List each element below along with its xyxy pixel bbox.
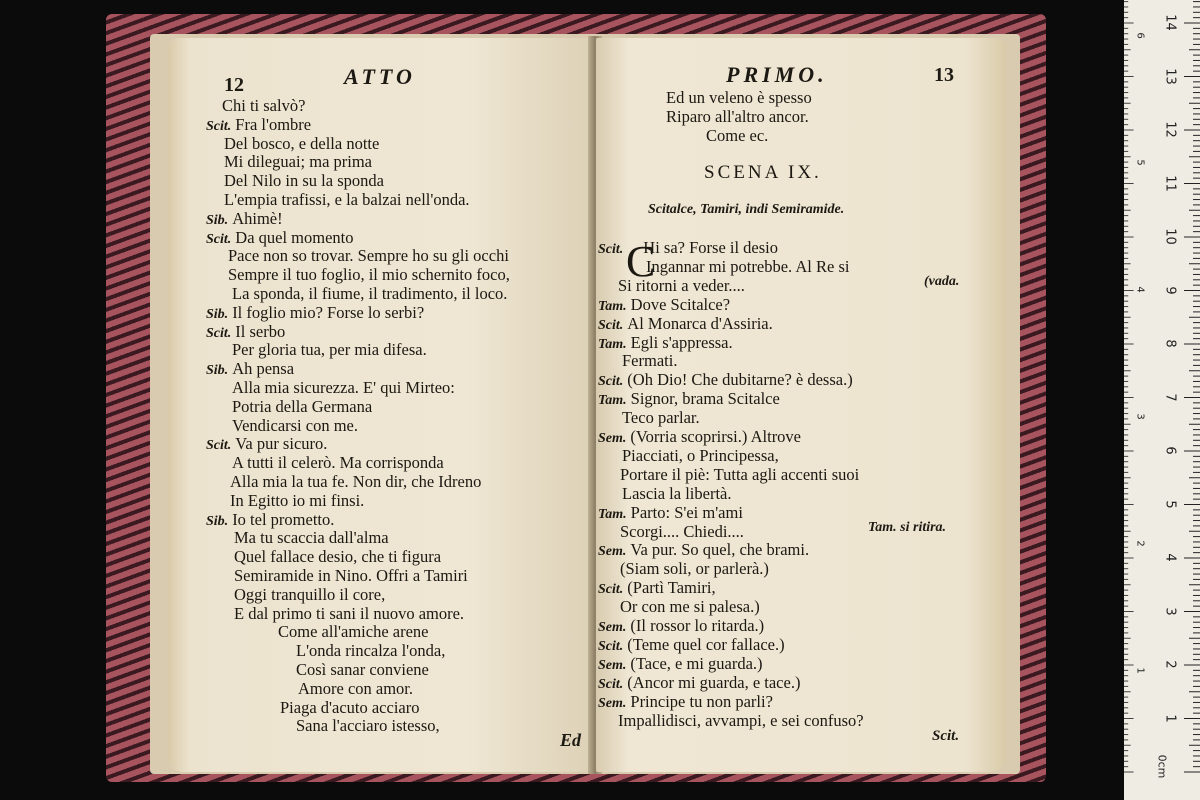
ruler-number: 1 <box>1162 713 1178 723</box>
verse-line <box>228 265 510 284</box>
verse-text: (Ancor mi guarda, e tace.) <box>627 672 801 692</box>
verse-line <box>232 284 507 303</box>
verse-text: (Partì Tamiri, <box>627 578 716 598</box>
verse-line <box>646 257 849 276</box>
ruler-number: 5 <box>1162 499 1178 509</box>
verse-text: Del bosco, e della notte <box>224 133 380 153</box>
verse-text: (Il rossor lo ritarda.) <box>630 616 765 635</box>
verse-line <box>622 446 779 465</box>
ruler-number: 8 <box>1162 339 1178 348</box>
right-catchword: Scit. <box>932 728 960 744</box>
speaker-label: Scit. <box>598 374 624 390</box>
verse-line <box>232 416 358 435</box>
verse-line <box>598 692 773 713</box>
verse-line <box>618 711 864 730</box>
verse-text: Come all'amiche arene <box>278 622 429 642</box>
ruler-number: 13 <box>1162 67 1178 85</box>
verse-line <box>230 472 481 491</box>
ruler-inch-number: 5 <box>1134 159 1146 166</box>
speaker-label: Sib. <box>206 306 229 322</box>
speaker-label: Tam. <box>598 506 627 522</box>
verse-text: Fermati. <box>622 351 678 371</box>
ruler-number: 6 <box>1162 446 1178 455</box>
verse-text: Vendicarsi con me. <box>232 415 358 435</box>
verse-line <box>298 679 413 698</box>
ruler-number: 9 <box>1162 285 1178 295</box>
verse-text: Parto: S'ei m'ami <box>630 502 743 522</box>
verse-line <box>620 522 744 541</box>
ruler-number: 12 <box>1162 121 1178 138</box>
verse-line <box>622 484 731 503</box>
verse-line <box>224 171 384 190</box>
verse-text: Alla mia la tua fe. Non dir, che Idreno <box>230 472 482 491</box>
speaker-label: Scit. <box>206 325 232 341</box>
verse-line <box>598 295 730 316</box>
speaker-label: Scit. <box>598 317 624 333</box>
scene-title: SCENA IX. <box>704 162 822 183</box>
verse-text: La sponda, il fiume, il tradimento, il loco. <box>232 284 508 303</box>
verse-line <box>230 491 364 510</box>
verse-line <box>598 635 785 656</box>
speaker-label: Scit. <box>598 676 624 692</box>
verse-text: Potria della Germana <box>232 396 373 416</box>
verse-text: (Siam soli, or parlerà.) <box>620 559 769 579</box>
ruler-number: 2 <box>1162 660 1178 669</box>
verse-text: Quel fallace desio, che ti figura <box>234 547 442 567</box>
speaker-label: Sem. <box>598 544 627 560</box>
speaker-label: Sem. <box>598 431 627 446</box>
speaker-label: Sem. <box>598 620 627 635</box>
verse-line <box>278 622 428 641</box>
verse-text: (Oh Dio! Che dubitarne? è dessa.) <box>627 370 853 390</box>
verse-text: Signor, brama Scitalce <box>630 389 780 409</box>
verse-text: Or con me si palesa.) <box>620 597 760 617</box>
verse-line <box>598 238 778 259</box>
verse-text: Si ritorni a veder.... <box>618 275 745 295</box>
verse-line <box>622 408 700 427</box>
verse-text: Chi ti salvò? <box>222 96 306 115</box>
ruler-inch-number: 2 <box>1134 540 1146 547</box>
verse-text: (Vorria scoprirsi.) Altrove <box>630 427 802 446</box>
verse-text: Semiramide in Nino. Offri a Tamiri <box>234 566 468 585</box>
ruler-number: 3 <box>1162 606 1178 616</box>
verse-text: Va pur. So quel, che brami. <box>630 540 810 560</box>
right-page-header: PRIMO. <box>726 62 828 87</box>
verse-text: Del Nilo in su la sponda <box>224 171 384 191</box>
speaker-label: Scit. <box>206 438 232 454</box>
verse-text: A tutti il celerò. Ma corrisponda <box>232 453 444 473</box>
verse-line <box>232 340 427 359</box>
verse-text: In Egitto io mi finsi. <box>230 490 365 510</box>
right-top-line: Come ec. <box>706 126 769 145</box>
verse-text: Pace non so trovar. Sempre ho su gli occhi <box>228 246 509 266</box>
right-page-number: 13 <box>934 64 954 86</box>
speaker-label: Sib. <box>206 363 229 379</box>
verse-text: Portare il piè: Tutta agli accenti suoi <box>620 464 860 484</box>
left-page <box>168 38 594 772</box>
speaker-label: Scit. <box>598 582 624 598</box>
verse-line <box>224 134 379 153</box>
speaker-label: Scit. <box>598 242 624 257</box>
verse-line <box>232 453 444 472</box>
verse-text: Hi sa? Forse il desio <box>643 238 779 257</box>
verse-text: Egli s'appressa. <box>630 332 733 352</box>
verse-line <box>296 641 445 660</box>
verse-line <box>598 333 733 354</box>
verse-text: Impallidisci, avvampi, e sei confuso? <box>618 710 864 730</box>
verse-line <box>598 578 716 599</box>
verse-line <box>618 276 745 295</box>
verse-text: Dove Scitalce? <box>630 294 731 314</box>
left-catchword: Ed <box>560 730 582 750</box>
verse-line <box>224 152 372 171</box>
right-top-line: Riparo all'altro ancor. <box>666 107 809 126</box>
verse-line <box>598 370 853 391</box>
verse-line <box>234 604 464 623</box>
verse-text: Scorgi.... Chiedi.... <box>620 521 744 541</box>
scene-cast: Scitalce, Tamiri, indi Semiramide. <box>648 202 845 217</box>
verse-line <box>234 528 389 547</box>
aside-tam-si-ritira: Tam. si ritira. <box>868 520 947 535</box>
verse-text: Mi dileguai; ma prima <box>224 152 373 172</box>
verse-line <box>232 378 455 397</box>
aside-vada: (vada. <box>924 274 960 289</box>
speaker-label: Sem. <box>598 695 627 711</box>
verse-line <box>598 616 764 637</box>
speaker-label: Sem. <box>598 657 627 673</box>
verse-text: Ah pensa <box>232 359 295 379</box>
verse-text: Il foglio mio? Forse lo serbi? <box>232 302 425 322</box>
drop-capital: C <box>626 237 656 286</box>
verse-line <box>598 427 801 448</box>
verse-line <box>224 190 470 209</box>
verse-line <box>598 314 773 335</box>
verse-text: Teco parlar. <box>622 408 700 428</box>
verse-line <box>280 698 420 717</box>
speaker-label: Tam. <box>598 298 627 314</box>
ruler-unit: 0cm <box>1155 754 1169 779</box>
verse-text: Ahimè! <box>232 208 283 228</box>
ruler-number: 4 <box>1162 553 1178 562</box>
verse-text: Ingannar mi potrebbe. Al Re si <box>646 256 850 276</box>
verse-text: (Tace, e mi guarda.) <box>630 653 763 673</box>
verse-text: (Teme quel cor fallace.) <box>627 634 785 654</box>
right-page <box>596 38 1006 772</box>
verse-line <box>228 246 509 265</box>
ruler-number: 14 <box>1162 14 1178 31</box>
verse-text: Va pur sicuro. <box>235 434 328 454</box>
speaker-label: Tam. <box>598 393 627 409</box>
verse-text: E dal primo ti sani il nuovo amore. <box>234 603 465 623</box>
verse-text: Al Monarca d'Assiria. <box>627 313 773 333</box>
ruler-number: 10 <box>1162 228 1178 245</box>
verse-text: Sana l'acciaro istesso, <box>296 716 440 736</box>
speaker-label: Scit. <box>206 231 232 247</box>
speaker-label: Scit. <box>206 118 232 134</box>
ruler-number: 7 <box>1162 392 1178 402</box>
verse-text: Il serbo <box>235 321 286 341</box>
verse-line <box>622 351 677 370</box>
speaker-label: Sib. <box>206 212 229 228</box>
verse-text: Da quel momento <box>235 227 354 247</box>
verse-text: Principe tu non parli? <box>630 691 773 711</box>
ruler-inch-number: 3 <box>1134 413 1146 420</box>
verse-line <box>234 585 385 604</box>
verse-line <box>296 716 440 735</box>
speaker-label: Tam. <box>598 336 627 352</box>
verse-text: Piaga d'acuto acciaro <box>280 697 420 717</box>
verse-line <box>234 547 441 566</box>
verse-text: Alla mia sicurezza. E' qui Mirteo: <box>232 378 455 397</box>
verse-text: Amore con amor. <box>298 678 414 698</box>
ruler-inch-number: 4 <box>1134 286 1146 293</box>
verse-line <box>620 465 859 484</box>
verse-line <box>620 597 760 616</box>
speaker-label: Scit. <box>598 638 624 654</box>
right-top-line: Ed un veleno è spesso <box>666 88 812 107</box>
verse-text: L'onda rincalza l'onda, <box>296 641 446 661</box>
verse-text: Lascia la libertà. <box>622 483 732 503</box>
verse-text: Così sanar conviene <box>296 660 429 679</box>
verse-text: Per gloria tua, per mia difesa. <box>232 340 427 360</box>
verse-line <box>598 654 763 675</box>
left-page-header: ATTO <box>344 64 416 89</box>
verse-line <box>598 540 809 561</box>
verse-text: L'empia trafissi, e la balzai nell'onda. <box>224 190 470 209</box>
verse-text: Piacciati, o Principessa, <box>622 445 779 465</box>
left-page-number: 12 <box>224 74 244 96</box>
speaker-label: Sib. <box>206 513 229 529</box>
verse-text: Io tel prometto. <box>232 509 335 529</box>
verse-line <box>232 397 372 416</box>
verse-line <box>620 559 769 578</box>
ruler-inch-number: 6 <box>1134 32 1146 39</box>
ruler-number: 11 <box>1162 174 1178 192</box>
verse-text: Fra l'ombre <box>235 114 312 134</box>
verse-line <box>598 389 780 410</box>
verse-line <box>598 503 743 524</box>
verse-text: Oggi tranquillo il core, <box>234 584 386 604</box>
verse-text: Ma tu scaccia dall'alma <box>234 528 389 548</box>
verse-line <box>598 673 800 694</box>
verse-line <box>296 660 429 679</box>
verse-line <box>234 566 468 585</box>
ruler-inch-number: 1 <box>1134 667 1146 674</box>
verse-text: Sempre il tuo foglio, il mio schernito foco, <box>228 265 510 285</box>
verse-line <box>222 96 305 115</box>
